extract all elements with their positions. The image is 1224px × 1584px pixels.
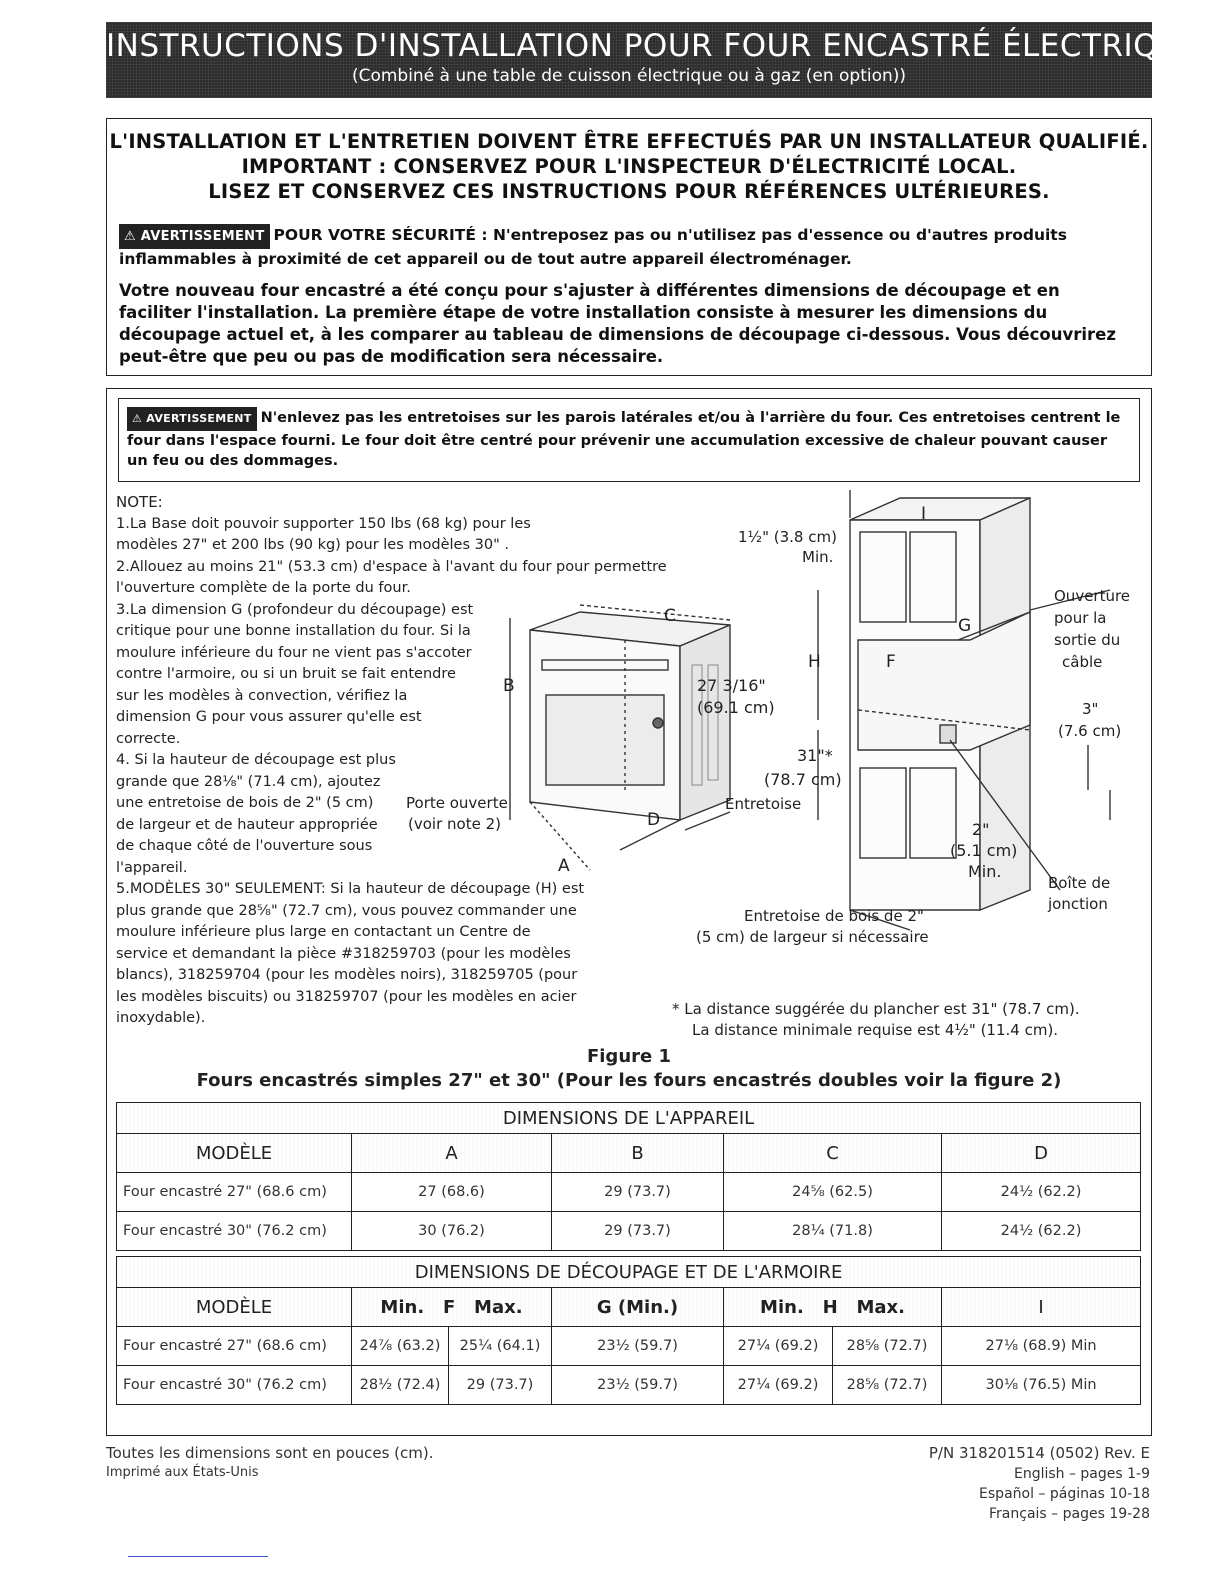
table2-header: MODÈLE — [117, 1288, 352, 1327]
note-1: 1.La Base doit pouvoir supporter 150 lbs (68 kg) pour les modèles 27" et 200 lbs (90 kg) pour les modèles 30" . — [116, 515, 531, 553]
label-D: D — [647, 810, 661, 830]
label-voir-note: (voir note 2) — [408, 815, 501, 833]
intro-paragraph: Votre nouveau four encastré a été conçu pour s'ajuster à différentes dimensions de découpage et en faciliter l'installation. La première étape de votre installation consiste à mesurer les dimensions du découpage actuel et, à les comparer au tableau de dimensions de découpage ci-dessous. Vous découvrirez peut-être que peu ou pas de modification sera nécessaire. — [119, 281, 1116, 366]
table2-header: I — [942, 1288, 1141, 1327]
label-boite-1: Boîte de — [1048, 874, 1111, 892]
table-cell: 24½ (62.2) — [942, 1212, 1141, 1251]
note-4: 4. Si la hauteur de découpage est plus grande que 28⅛" (71.4 cm), ajoutez une entretoise de bois de 2" (5 cm) de largeur et de hauteur appropriée de chaque côté de l'ouverture sous l'appareil. — [116, 752, 396, 876]
important-notice-box — [106, 118, 1152, 376]
label-ouverture-1: Ouverture — [1054, 587, 1131, 605]
label-3in: 3" — [1082, 700, 1099, 718]
footer-part-number: P/N 318201514 (0502) Rev. E — [928, 1444, 1150, 1462]
page-subtitle: (Combiné à une table de cuisson électrique ou à gaz (en option)) — [351, 66, 907, 86]
label-G: G — [958, 616, 972, 636]
table1-header: MODÈLE — [117, 1134, 352, 1173]
table-cell: 27¼ (69.2) — [724, 1327, 833, 1366]
table-cell: 29 (73.7) — [552, 1173, 724, 1212]
table2-title: DIMENSIONS DE DÉCOUPAGE ET DE L'ARMOIRE — [117, 1257, 1141, 1288]
table-row — [117, 1327, 1141, 1366]
footer-printed: Imprimé aux États-Unis — [106, 1465, 259, 1480]
table-cell: 27¼ (69.2) — [724, 1366, 833, 1405]
table-cell: 27⅛ (68.9) Min — [942, 1327, 1141, 1366]
table-cell: 29 (73.7) — [449, 1366, 552, 1405]
label-boite-2: jonction — [1048, 895, 1108, 913]
table2-header: Min. H Max. — [724, 1288, 942, 1327]
bottom-rule — [128, 1556, 268, 1557]
footnote-2: La distance minimale requise est 4½" (11.4 cm). — [692, 1021, 1059, 1039]
footer-units-note: Toutes les dimensions sont en pouces (cm). — [106, 1444, 434, 1462]
label-69-1: (69.1 cm) — [697, 698, 775, 717]
heading-line-2: IMPORTANT : CONSERVEZ POUR L'INSPECTEUR D'ÉLECTRICITÉ LOCAL. — [241, 155, 1017, 178]
label-min-2in: Min. — [968, 862, 1002, 881]
footer-francais-pages: Français – pages 19-28 — [989, 1506, 1150, 1522]
table2-header: Min. F Max. — [352, 1288, 552, 1327]
table-cell: 25¼ (64.1) — [449, 1327, 552, 1366]
label-7-6: (7.6 cm) — [1058, 722, 1122, 740]
table1-header: A — [352, 1134, 552, 1173]
table-cell: 28⅝ (72.7) — [833, 1366, 942, 1405]
label-H: H — [808, 652, 821, 672]
footer-espanol-pages: Español – páginas 10-18 — [979, 1486, 1150, 1502]
label-bois-2: (5 cm) de largeur si nécessaire — [696, 928, 929, 946]
label-C: C — [664, 606, 676, 626]
label-bois-1: Entretoise de bois de 2" — [744, 907, 924, 925]
table-cell: 30⅛ (76.5) Min — [942, 1366, 1141, 1405]
label-27-3-16: 27 3/16" — [697, 676, 766, 695]
table2-header: G (Min.) — [552, 1288, 724, 1327]
spacer-warning-box — [118, 398, 1140, 482]
label-31: 31"* — [797, 746, 833, 765]
cabinet-illustration — [850, 498, 1030, 930]
label-min-gap: 1½" (3.8 cm) — [738, 528, 837, 546]
label-2in: 2" — [972, 820, 990, 839]
label-I: I — [921, 504, 927, 524]
warning-badge: ⚠ AVERTISSEMENT — [119, 224, 270, 249]
label-min-gap-min: Min. — [802, 548, 834, 566]
label-B: B — [503, 676, 515, 696]
table1-header: B — [552, 1134, 724, 1173]
table-cell: 29 (73.7) — [552, 1212, 724, 1251]
label-ouverture-2: pour la — [1054, 609, 1107, 627]
table-cell: 28½ (72.4) — [352, 1366, 449, 1405]
table1-header: C — [724, 1134, 942, 1173]
page-title: INSTRUCTIONS D'INSTALLATION POUR FOUR ENCASTRÉ ÉLECTRIQUE — [106, 28, 1202, 64]
note-3: 3.La dimension G (profondeur du découpage) est critique pour une bonne installation du four. Si la moulure inférieure du four ne vient pas s'accoter contre l'armoire, ou si un bruit se fait entendre sur les modèles à convection, vérifiez la dimension G pour vous assurer qu'elle est correcte. — [116, 601, 474, 747]
table-cell: Four encastré 27" (68.6 cm) — [117, 1173, 352, 1212]
label-A: A — [558, 856, 570, 876]
heading-line-1: L'INSTALLATION ET L'ENTRETIEN DOIVENT ÊTRE EFFECTUÉS PAR UN INSTALLATEUR QUALIFIÉ. — [109, 130, 1149, 153]
table-cell: 24⅝ (62.5) — [724, 1173, 942, 1212]
table-cell: 23½ (59.7) — [552, 1366, 724, 1405]
figure-label: Figure 1 — [586, 1046, 672, 1067]
table-cell: 27 (68.6) — [352, 1173, 552, 1212]
table-cell: Four encastré 27" (68.6 cm) — [117, 1327, 352, 1366]
appliance-dimensions-table — [116, 1102, 1141, 1251]
label-5-1: (5.1 cm) — [950, 841, 1018, 860]
footer-english-pages: English – pages 1-9 — [1013, 1466, 1150, 1482]
spacer-warning-text: N'enlevez pas les entretoises sur les parois latérales et/ou à l'arrière du four. Ces entretoises centrent le four dans l'espace fourni. Le four doit être centré pour prévenir une accumulation excessive de chaleur pouvant causer un feu ou des dommages. — [127, 410, 1121, 469]
table1-header: D — [942, 1134, 1141, 1173]
note-title: NOTE: — [116, 493, 163, 511]
table-cell: 24⅞ (63.2) — [352, 1327, 449, 1366]
table-cell: Four encastré 30" (76.2 cm) — [117, 1366, 352, 1405]
table-row — [117, 1212, 1141, 1251]
note-2: 2.Allouez au moins 21" (53.3 cm) d'espace à l'avant du four pour permettre l'ouverture complète de la porte du four. — [116, 558, 667, 596]
table-cell: 28⅝ (72.7) — [833, 1327, 942, 1366]
safety-warning — [119, 224, 1137, 270]
table-cell: 28¼ (71.8) — [724, 1212, 942, 1251]
figure-caption: Fours encastrés simples 27" et 30" (Pour les fours encastrés doubles voir la figure 2) — [196, 1070, 1062, 1091]
label-entretoise: Entretoise — [725, 795, 802, 813]
note-5: 5.MODÈLES 30" SEULEMENT: Si la hauteur de découpage (H) est plus grande que 28⅝" (72.7 cm), vous pouvez commander une moulure inférieure plus large en contactant un Centre de service et demandant la pièce #318259703 (pour les modèles blancs), 318259704 (pour les modèles noirs), 318259705 (pour les modèles biscuits) ou 318259707 (pour les modèles en acier inoxydable). — [116, 881, 585, 1026]
title-banner — [106, 22, 1202, 98]
table-cell: 30 (76.2) — [352, 1212, 552, 1251]
label-ouverture-3: sortie du — [1054, 631, 1121, 649]
table-cell: 24½ (62.2) — [942, 1173, 1141, 1212]
table-row — [117, 1173, 1141, 1212]
table-cell: Four encastré 30" (76.2 cm) — [117, 1212, 352, 1251]
label-ouverture-4: câble — [1062, 653, 1103, 671]
safety-warning-text: POUR VOTRE SÉCURITÉ : N'entreposez pas ou n'utilisez pas d'essence ou d'autres produits inflammables à proximité de cet appareil ou de tout autre appareil électroménager. — [119, 226, 1067, 268]
label-78-7: (78.7 cm) — [764, 770, 842, 789]
table1-title: DIMENSIONS DE L'APPAREIL — [117, 1103, 1141, 1134]
table-row — [117, 1366, 1141, 1405]
cutout-dimensions-table — [116, 1256, 1141, 1405]
table-cell: 23½ (59.7) — [552, 1327, 724, 1366]
label-F: F — [886, 652, 896, 672]
warning-badge-2: ⚠ AVERTISSEMENT — [127, 407, 257, 431]
footnote-1: * La distance suggérée du plancher est 31" (78.7 cm). — [672, 1000, 1080, 1018]
heading-line-3: LISEZ ET CONSERVEZ CES INSTRUCTIONS POUR RÉFÉRENCES ULTÉRIEURES. — [208, 180, 1050, 203]
label-porte-ouverte: Porte ouverte — [406, 794, 508, 812]
